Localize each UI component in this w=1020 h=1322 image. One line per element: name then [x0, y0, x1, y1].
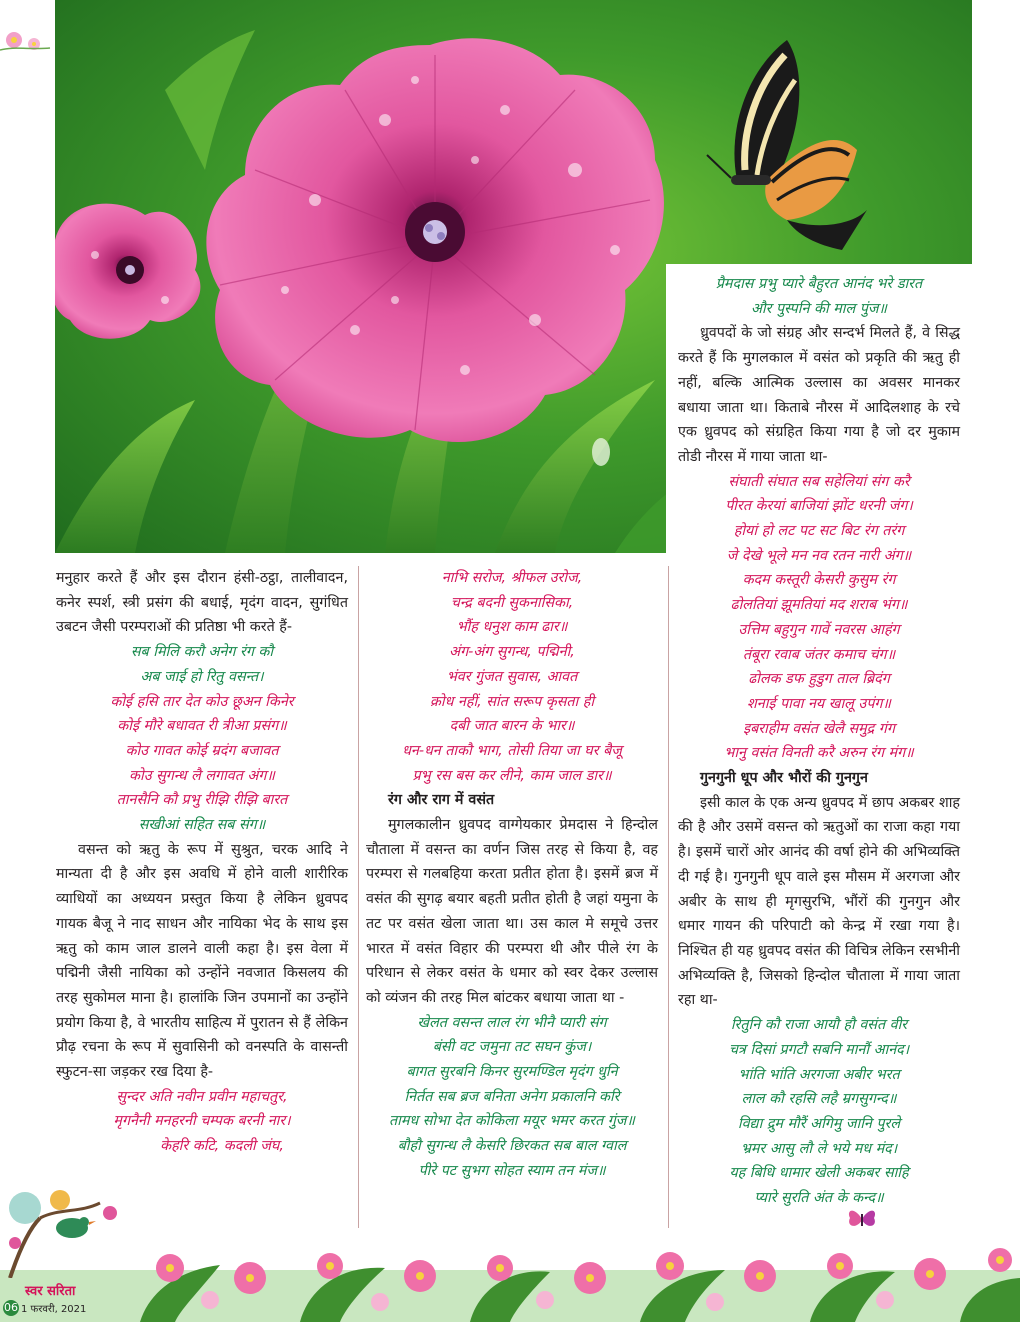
verse-line: अंग-अंग सुगन्ध, पद्मिनी, [449, 644, 575, 661]
column-divider [668, 566, 669, 1228]
verse-line: ढोलतियां झूमतियां मद शराब भंग॥ [730, 597, 908, 614]
small-butterfly-icon [846, 1206, 878, 1232]
verse-line: धन-धन ताकौ भाग, तोसी तिया जा घर बैजू [402, 742, 622, 759]
butterfly-illustration [667, 30, 887, 260]
verse-line: सखीआं सहित सब संग॥ [138, 817, 266, 834]
section-heading: गुनगुनी धूप और भौरों की गुनगुन [700, 770, 868, 787]
verse-line: बागत सुरबनि किनर सुरमण्डिल मृदंग धुनि [406, 1064, 618, 1081]
bird-tree-icon [0, 1188, 125, 1278]
verse-line: निर्तत सब ब्रज बनिता अनेग प्रकालनि करि [404, 1088, 620, 1105]
verse-line: चन्द्र बदनी सुकनासिका, [450, 594, 574, 611]
body-paragraph: वसन्त को ऋतु के रूप में सुश्रुत, चरक आदि ने मान्यता दी है और इस अवधि में होने वाली शारीरिक व्याधियों का अध्ययन प्रस्तुत किया है लेकिन ध्रुवपद गायक बैजू ने नाद साधन और नायिका भेद के साथ इस ऋतु को काम जाल डालने वाली कहा है। इस वेला में पद्मिनी जैसी नायिका को उन्होंने नवजात किसलय की तरह सुकोमल माना है। हालांकि जिन उपमानों का उन्होंने प्रयोग किया है, वे भारतीय साहित्य में पुरातन से हैं लेकिन प्रौढ़ रचना के रूप में सुवासिनी को वनस्पति के वासन्ती स्फुटन-सा जड़कर रख दिया है- [56, 841, 348, 1081]
verse-line: पीरे पट सुभग सोहत स्याम तन मंज॥ [418, 1162, 606, 1179]
verse-block [56, 1085, 348, 1159]
verse-line: कोउ सुगन्ध लै लगावत अंग॥ [129, 767, 275, 784]
verse-line: भौंह धनुश काम ढार॥ [456, 619, 568, 636]
verse-line: तंबूरा रवाब जंतर कमाच चंग॥ [742, 646, 896, 663]
verse-line: संघाती संघात सब सहेलियां संग करै [728, 473, 910, 490]
verse-line: भंवर गुंजत सुवास, आवत [446, 668, 578, 685]
body-paragraph: मुगलकालीन ध्रुवपद वाग्गेयकार प्रेमदास ने हिन्दोल चौताला में वसन्त का वर्णन जिस तरह से किया है, वह परम्परा से गलबहिया करता प्रतीत होता है। इसमें ब्रज में वसंत की सुगढ़ बयार बहती प्रतीत होती है जहां यमुना के तट पर वसंत खेला जाता था। उस काल मे समूचे उत्तर भारत में वसंत विहार की परम्परा थी और पीले रंग के परिधान से लेकर वसंत के धमार को स्वर देकर उल्लास को व्यंजन की तरह मिल बांटकर बधाया जाता था - [366, 817, 658, 1006]
verse-line: भ्रमर आसु लौ ले भये मध मंद। [740, 1140, 898, 1157]
verse-line: प्रभु रस बस कर लीने, काम जाल डार॥ [412, 767, 612, 784]
verse-line: दबी जात बारन के भार॥ [449, 718, 575, 735]
verse-line: और पुस्पनि की माल पुंज॥ [750, 300, 887, 317]
verse-line: कोई मौरे बधावत री त्रीआ प्रसंग॥ [117, 718, 287, 735]
verse-line: भांति भांति अरगजा अबीर भरत [738, 1066, 900, 1083]
verse-line: भानु वसंत विनती करै अरुन रंग मंग॥ [724, 745, 914, 762]
verse-line: बौहौ सुगन्ध लै केसरि छिरकत सब बाल ग्वाल [397, 1138, 627, 1155]
verse-line: पीरत केरयां बाजियां झोंट धरनी जंग। [725, 498, 913, 515]
verse-line: मृगनैनी मनहरनी चम्पक बरनी नार। [113, 1113, 291, 1130]
body-paragraph: इसी काल के एक अन्य ध्रुवपद में छाप अकबर शाह की है और उसमें वसन्त को ऋतुओं का राजा कहा गया है। इसमें चारों ओर आनंद की वर्षा होने की अभिव्यक्ति दी गई है। गुनगुनी धूप वाले इस मौसम में अरगजा और अबीर के साथ ही मृगसुरभि, भौंरों की गुनगुन और धमार गायन की परिपाटी को केन्द्र में रखा गया है। निश्चित ही यह ध्रुवपद वसंत की विचित्र लेकिन रसभीनी अभिव्यक्ति है, जिसको हिन्दोल चौताला में गाया जाता रहा था- [678, 794, 960, 1009]
verse-line: लाल कौ रहसि लहै म्रगसुगन्द॥ [741, 1091, 897, 1108]
column-1 [56, 566, 348, 1159]
column-3 [678, 272, 960, 1211]
verse-line: होयां हो लट पट सट बिट रंग तरंग [733, 523, 905, 540]
verse-line: रितुनि कौ राजा आयौ हौ वसंत वीर [730, 1017, 908, 1034]
verse-line: उत्तिम बहुगुन गावें नवरस आहंग [738, 621, 900, 638]
verse-block [678, 470, 960, 766]
floral-border [0, 1230, 1020, 1322]
verse-line: ढोलक डफ हुडुग ताल ब्रिदंग [748, 671, 890, 688]
magazine-name: स्वर सरिता [25, 1284, 76, 1299]
verse-line: कदम कस्तूरी केसरी कुसुम रंग [742, 572, 896, 589]
verse-line: शनाई पावा नय खालू उपंग॥ [747, 695, 891, 712]
verse-line: तानसैनि कौ प्रभु रीझि रीझि बारत [116, 792, 288, 809]
verse-block [366, 566, 658, 788]
verse-block [678, 272, 960, 321]
verse-line: विद्या द्रुम मौरैं अगिमु जानि पुरले [737, 1115, 901, 1132]
verse-line: सब मिलि करौ अनेग रंग कौ [130, 644, 274, 661]
verse-block [56, 640, 348, 838]
verse-line: तामध सोभा देत कोकिला मयूर भमर करत गुंज॥ [389, 1113, 635, 1130]
intro-paragraph: मनुहार करते हैं और इस दौरान हंसी-ठट्ठा, तालीवादन, कनेर स्पर्श, स्त्री प्रसंग की बधाई, मृदंग वादन, सुगंधित उबटन जैसी परम्पराओं की प्रतिष्ठा भी करते हैं- [56, 570, 348, 636]
verse-line: प्यारे सुरति अंत के कन्द॥ [754, 1190, 884, 1207]
verse-line: क्रोध नहीं, सांत सरूप कृसता ही [429, 693, 595, 710]
verse-line: नाभि सरोज, श्रीफल उरोज, [441, 570, 583, 586]
verse-block [366, 1011, 658, 1184]
verse-line: केहरि कटि, कदली जंघ, [160, 1138, 284, 1155]
corner-flower-icon [0, 24, 52, 58]
verse-line: इबराहीम वसंत खेलै समुद्र गंग [743, 720, 895, 737]
verse-line: बंसी वट जमुना तट सघन कुंज। [432, 1039, 592, 1056]
verse-line: सुन्दर अति नवीन प्रवीन महाचतुर, [116, 1088, 288, 1105]
verse-line: चत्र दिसां प्रगटौ सबनि मानौं आनंद। [728, 1041, 910, 1058]
verse-line: अब जाई हो रितु वसन्त। [140, 668, 264, 685]
column-2 [366, 566, 658, 1184]
issue-date: 1 फरवरी, 2021 [21, 1304, 87, 1315]
verse-line: खेलत वसन्त लाल रंग भीनै प्यारी संग [417, 1014, 607, 1031]
verse-line: जे देखे भूले मन नव रतन नारी अंग॥ [726, 547, 912, 564]
verse-block [678, 1013, 960, 1211]
verse-line: यह बिधि धामार खेली अकबर साहि [729, 1165, 909, 1182]
verse-line: कोई हसि तार देत कोउ छूअन किनेर [110, 693, 294, 710]
verse-line: कोउ गावत कोई म्रदंग बजावत [125, 742, 279, 759]
page-number: 06 [4, 1301, 18, 1314]
column-divider [358, 566, 359, 1228]
body-paragraph: ध्रुवपदों के जो संग्रह और सन्दर्भ मिलते हैं, वे सिद्ध करते हैं कि मुगलकाल में वसंत को प्रकृति की ऋतु ही नहीं, बल्कि आत्मिक उल्लास का अवसर मानकर बधाया जाता था। किताबे नौरस में आदिलशाह के रचे एक ध्रुवपद को संग्रहित किया गया है जो दर मुकाम तोडी नौरस में गाया जाता था- [678, 325, 960, 465]
verse-line: प्रैमदास प्रभु प्यारे बैहुरत आनंद भरे डारत [715, 276, 923, 292]
section-heading: रंग और राग में वसंत [388, 792, 495, 809]
